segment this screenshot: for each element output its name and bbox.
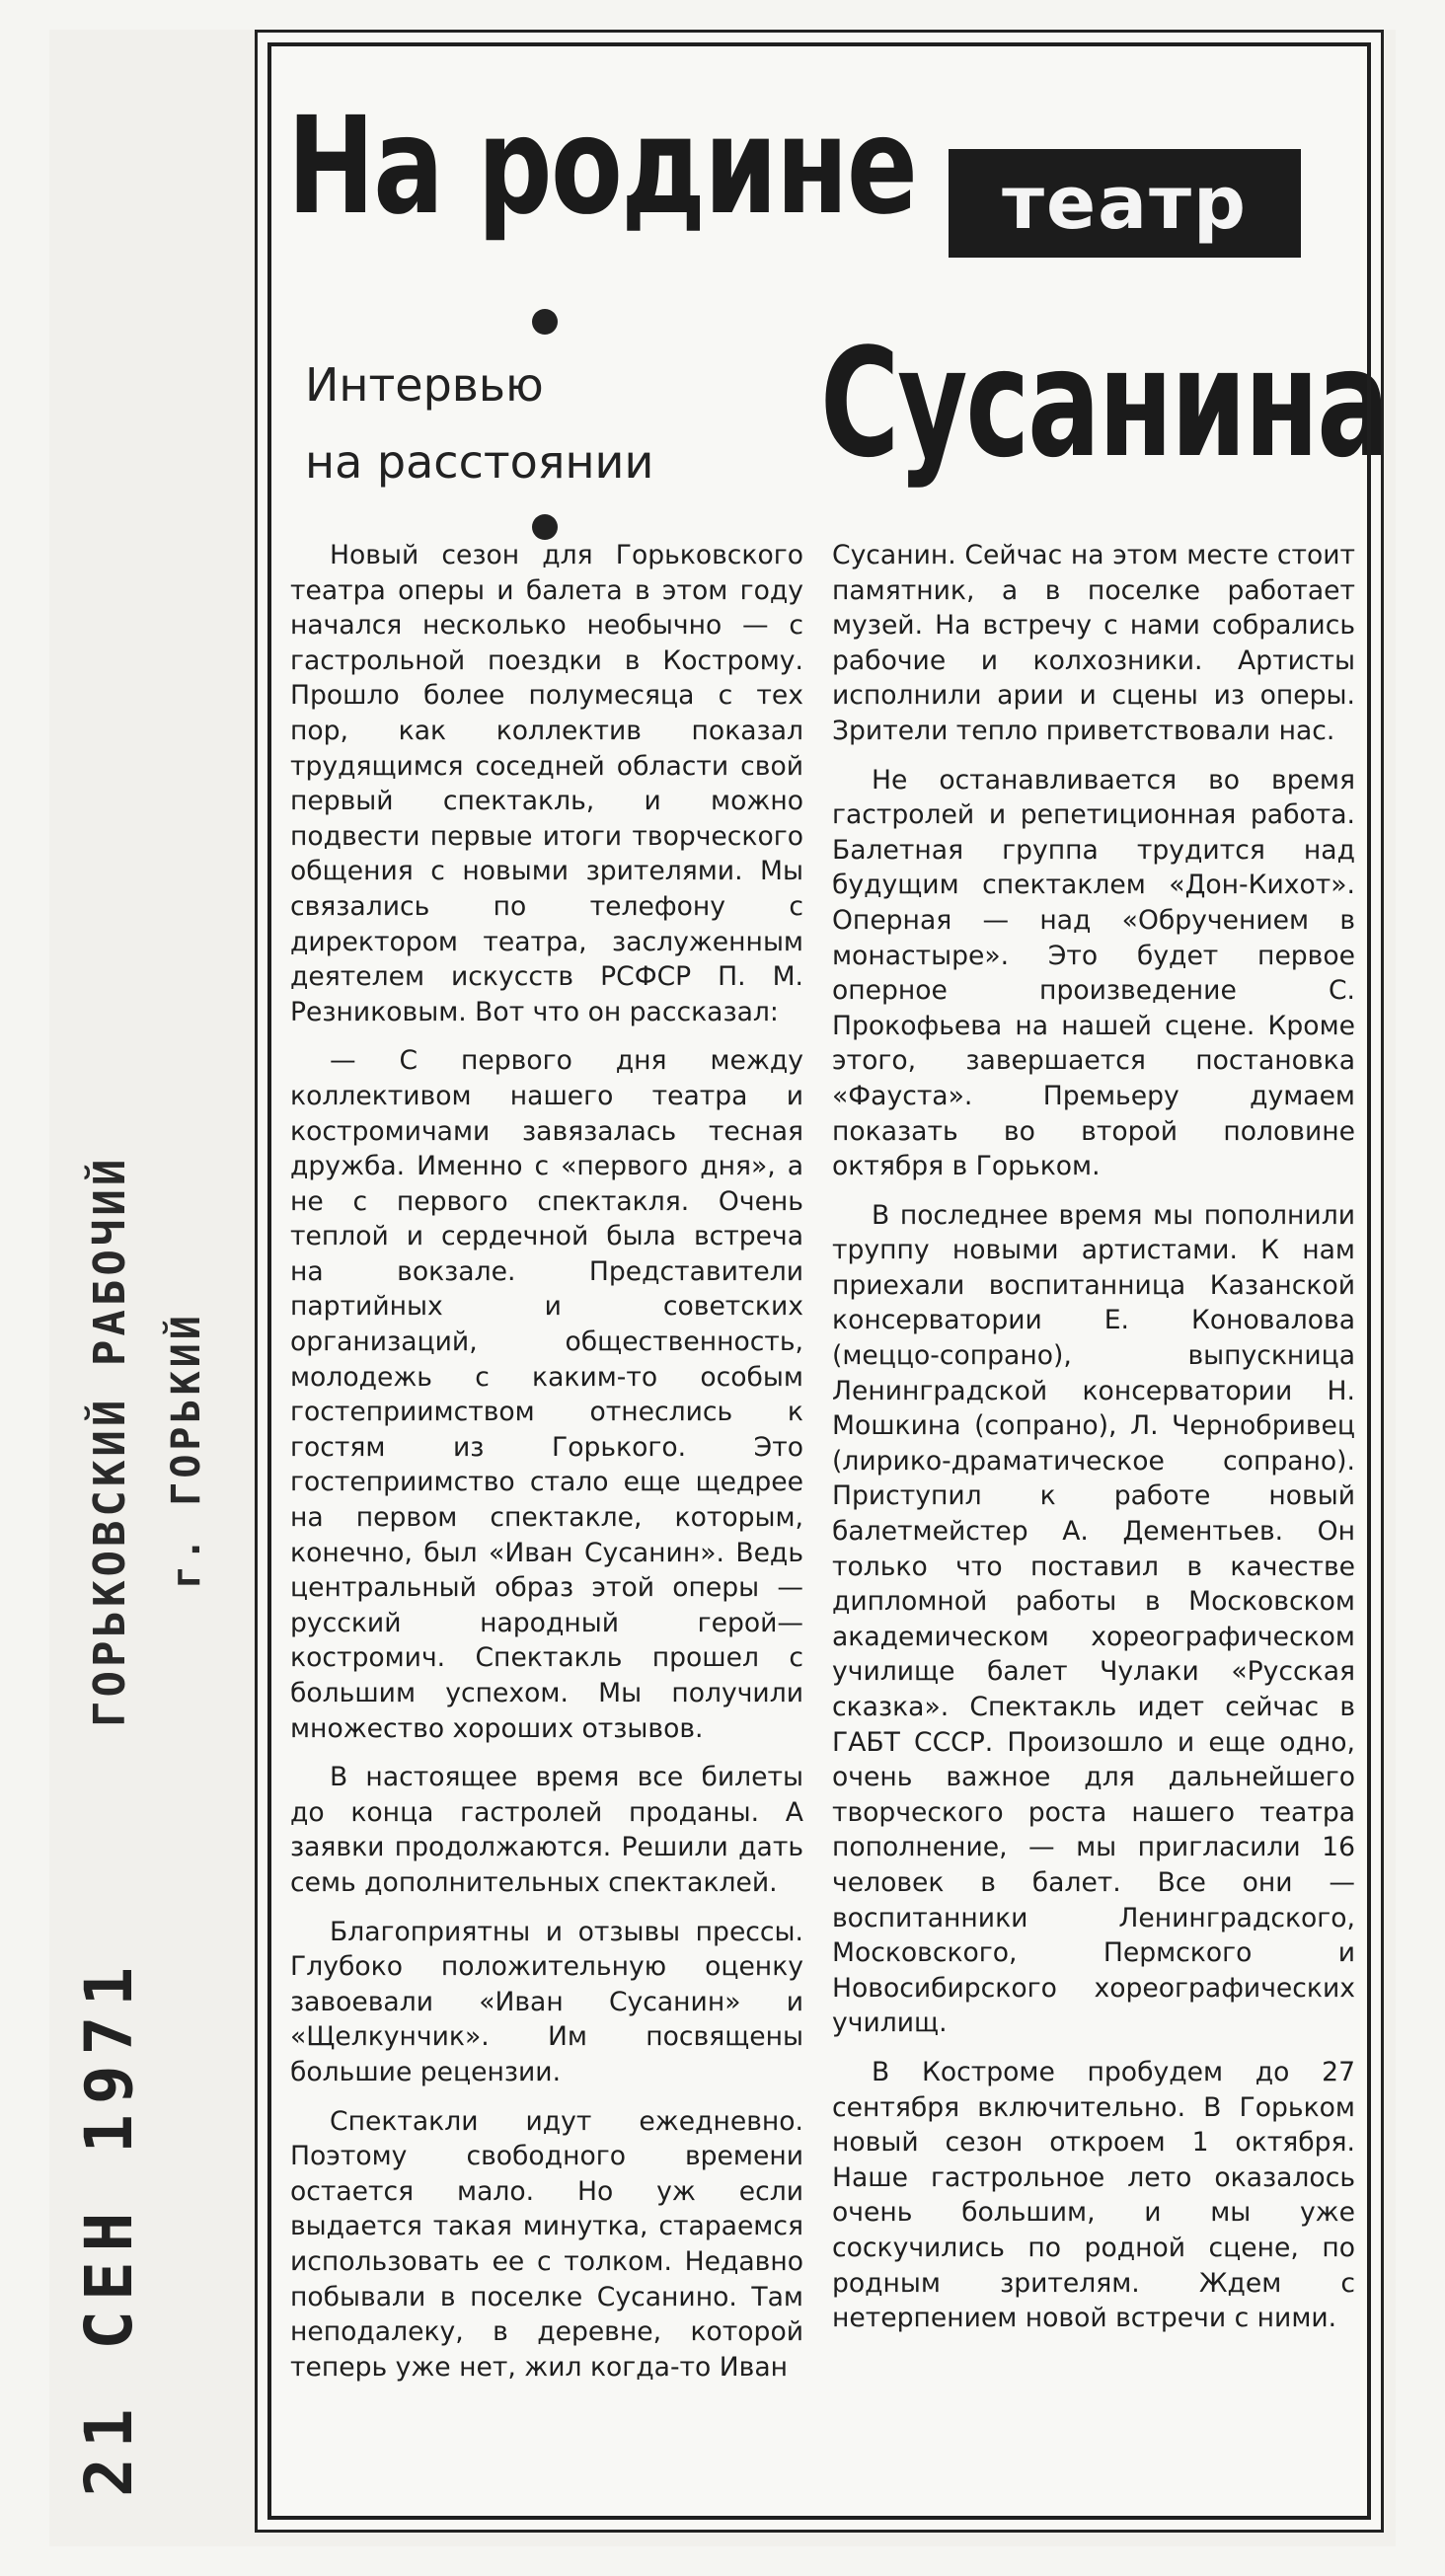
- subtitle-line-1: Интервью: [305, 358, 544, 412]
- paragraph: — С первого дня между коллективом нашего театра и костромичами завязалась тесная дружба. Именно с «первого дня», а не с первого спектакля. Очень теплой и сердечной была встреча на вокзале. Представители партийных и советских организаций, общественность, молодежь с каким-то особым гостеприимством отнеслись к гостям из Горького. Это гостеприимство стало еще щедрее на первом спектакле, которым, конечно, был «Иван Сусанин». Ведь центральный образ этой оперы — русский народный герой—костромич. Спектакль прошел с большим успехом. Мы получили множество хороших отзывов.: [290, 1045, 803, 1744]
- bullet-dot-icon: [532, 309, 558, 335]
- article-frame: [255, 30, 1388, 2533]
- paragraph: Новый сезон для Горьковского театра оперы и балета в этом году начался несколько необычно — с гастрольной поездки в Кострому. Прошло более полумесяца с тех пор, как коллектив показал трудящимся соседней области свой первый спектакль, и можно подвести первые итоги творческого общения с новыми зрителями. Мы связались по телефону с директором театра, заслуженным деятелем искусств РСФСР П. М. Резниковым. Вот что он рассказал:: [290, 540, 803, 1027]
- subtitle-line-2: на расстоянии: [305, 435, 654, 489]
- paragraph: Не останавливается во время гастролей и репетиционная работа. Балетная группа трудится над будущим спектаклем «Дон-Кихот». Оперная — над «Обручением в монастыре». Это будет первое оперное произведение С. Прокофьева на нашей сцене. Кроме этого, завершается постановка «Фауста». Премьеру думаем показать во второй половине октября в Горьком.: [832, 764, 1355, 1182]
- title-line-2: Сусанина: [820, 316, 1388, 491]
- paragraph: Благоприятны и отзывы прессы. Глубоко положительную оценку завоевали «Иван Сусанин» и «Щелкунчик». Им посвящены большие рецензии.: [290, 1916, 803, 2087]
- paragraph: Спектакли идут ежедневно. Поэтому свободного времени остается мало. Но уж если выдается такая минутка, стараемся использовать ее с толком. Недавно побывали в поселке Сусанино. Там неподалеку, в деревне, которой теперь уже нет, жил когда-то Иван: [290, 2105, 803, 2383]
- paragraph: В Костроме пробудем до 27 сентября включительно. В Горьком новый сезон откроем 1 октября. Наше гастрольное лето оказалось очень большим, и мы уже соскучились по родной сцене, по родным зрителям. Ждем с нетерпением новой встречи с ними.: [832, 2056, 1355, 2334]
- rubric-label: театр: [949, 149, 1301, 258]
- newspaper-name: ГОРЬКОВСКИЙ РАБОЧИЙ: [85, 1155, 135, 1727]
- article-column-right: [832, 538, 1355, 2350]
- title-line-1: На родине: [287, 89, 917, 245]
- bullet-dot-icon: [532, 514, 558, 540]
- newspaper-city: г. ГОРЬКИЙ: [164, 1312, 209, 1589]
- date-stamp: 21 СЕН 1971: [71, 1956, 147, 2497]
- paragraph: В последнее время мы пополнили труппу новыми артистами. К нам приехали воспитанница Казанской консерватории Е. Коновалова (меццо-сопрано), выпускница Ленинградской консерватории Н. Мошкина (сопрано), Л. Чернобривец (лирико-драматическое сопрано). Приступил к работе новый балетмейстер А. Дементьев. Он только что поставил в качестве дипломной работы в Московском академическом хореографическом училище балет Чулаки «Русская сказка». Спектакль идет сейчас в ГАБТ СССР. Произошло и еще одно, очень важное для дальнейшего творческого роста нашего театра пополнение, — мы пригласили 16 человек в балет. Все они — воспитанники Ленинградского, Московского, Пермского и Новосибирского хореографических училищ.: [832, 1199, 1355, 2039]
- article-column-left: [290, 538, 803, 2398]
- paragraph: В настоящее время все билеты до конца гастролей проданы. А заявки продолжаются. Решили дать семь дополнительных спектаклей.: [290, 1762, 803, 1898]
- paragraph: Сусанин. Сейчас на этом месте стоит памятник, а в поселке работает музей. На встречу с нами собрались рабочие и колхозники. Артисты исполнили арии и сцены из оперы. Зрители тепло приветствовали нас.: [832, 540, 1355, 746]
